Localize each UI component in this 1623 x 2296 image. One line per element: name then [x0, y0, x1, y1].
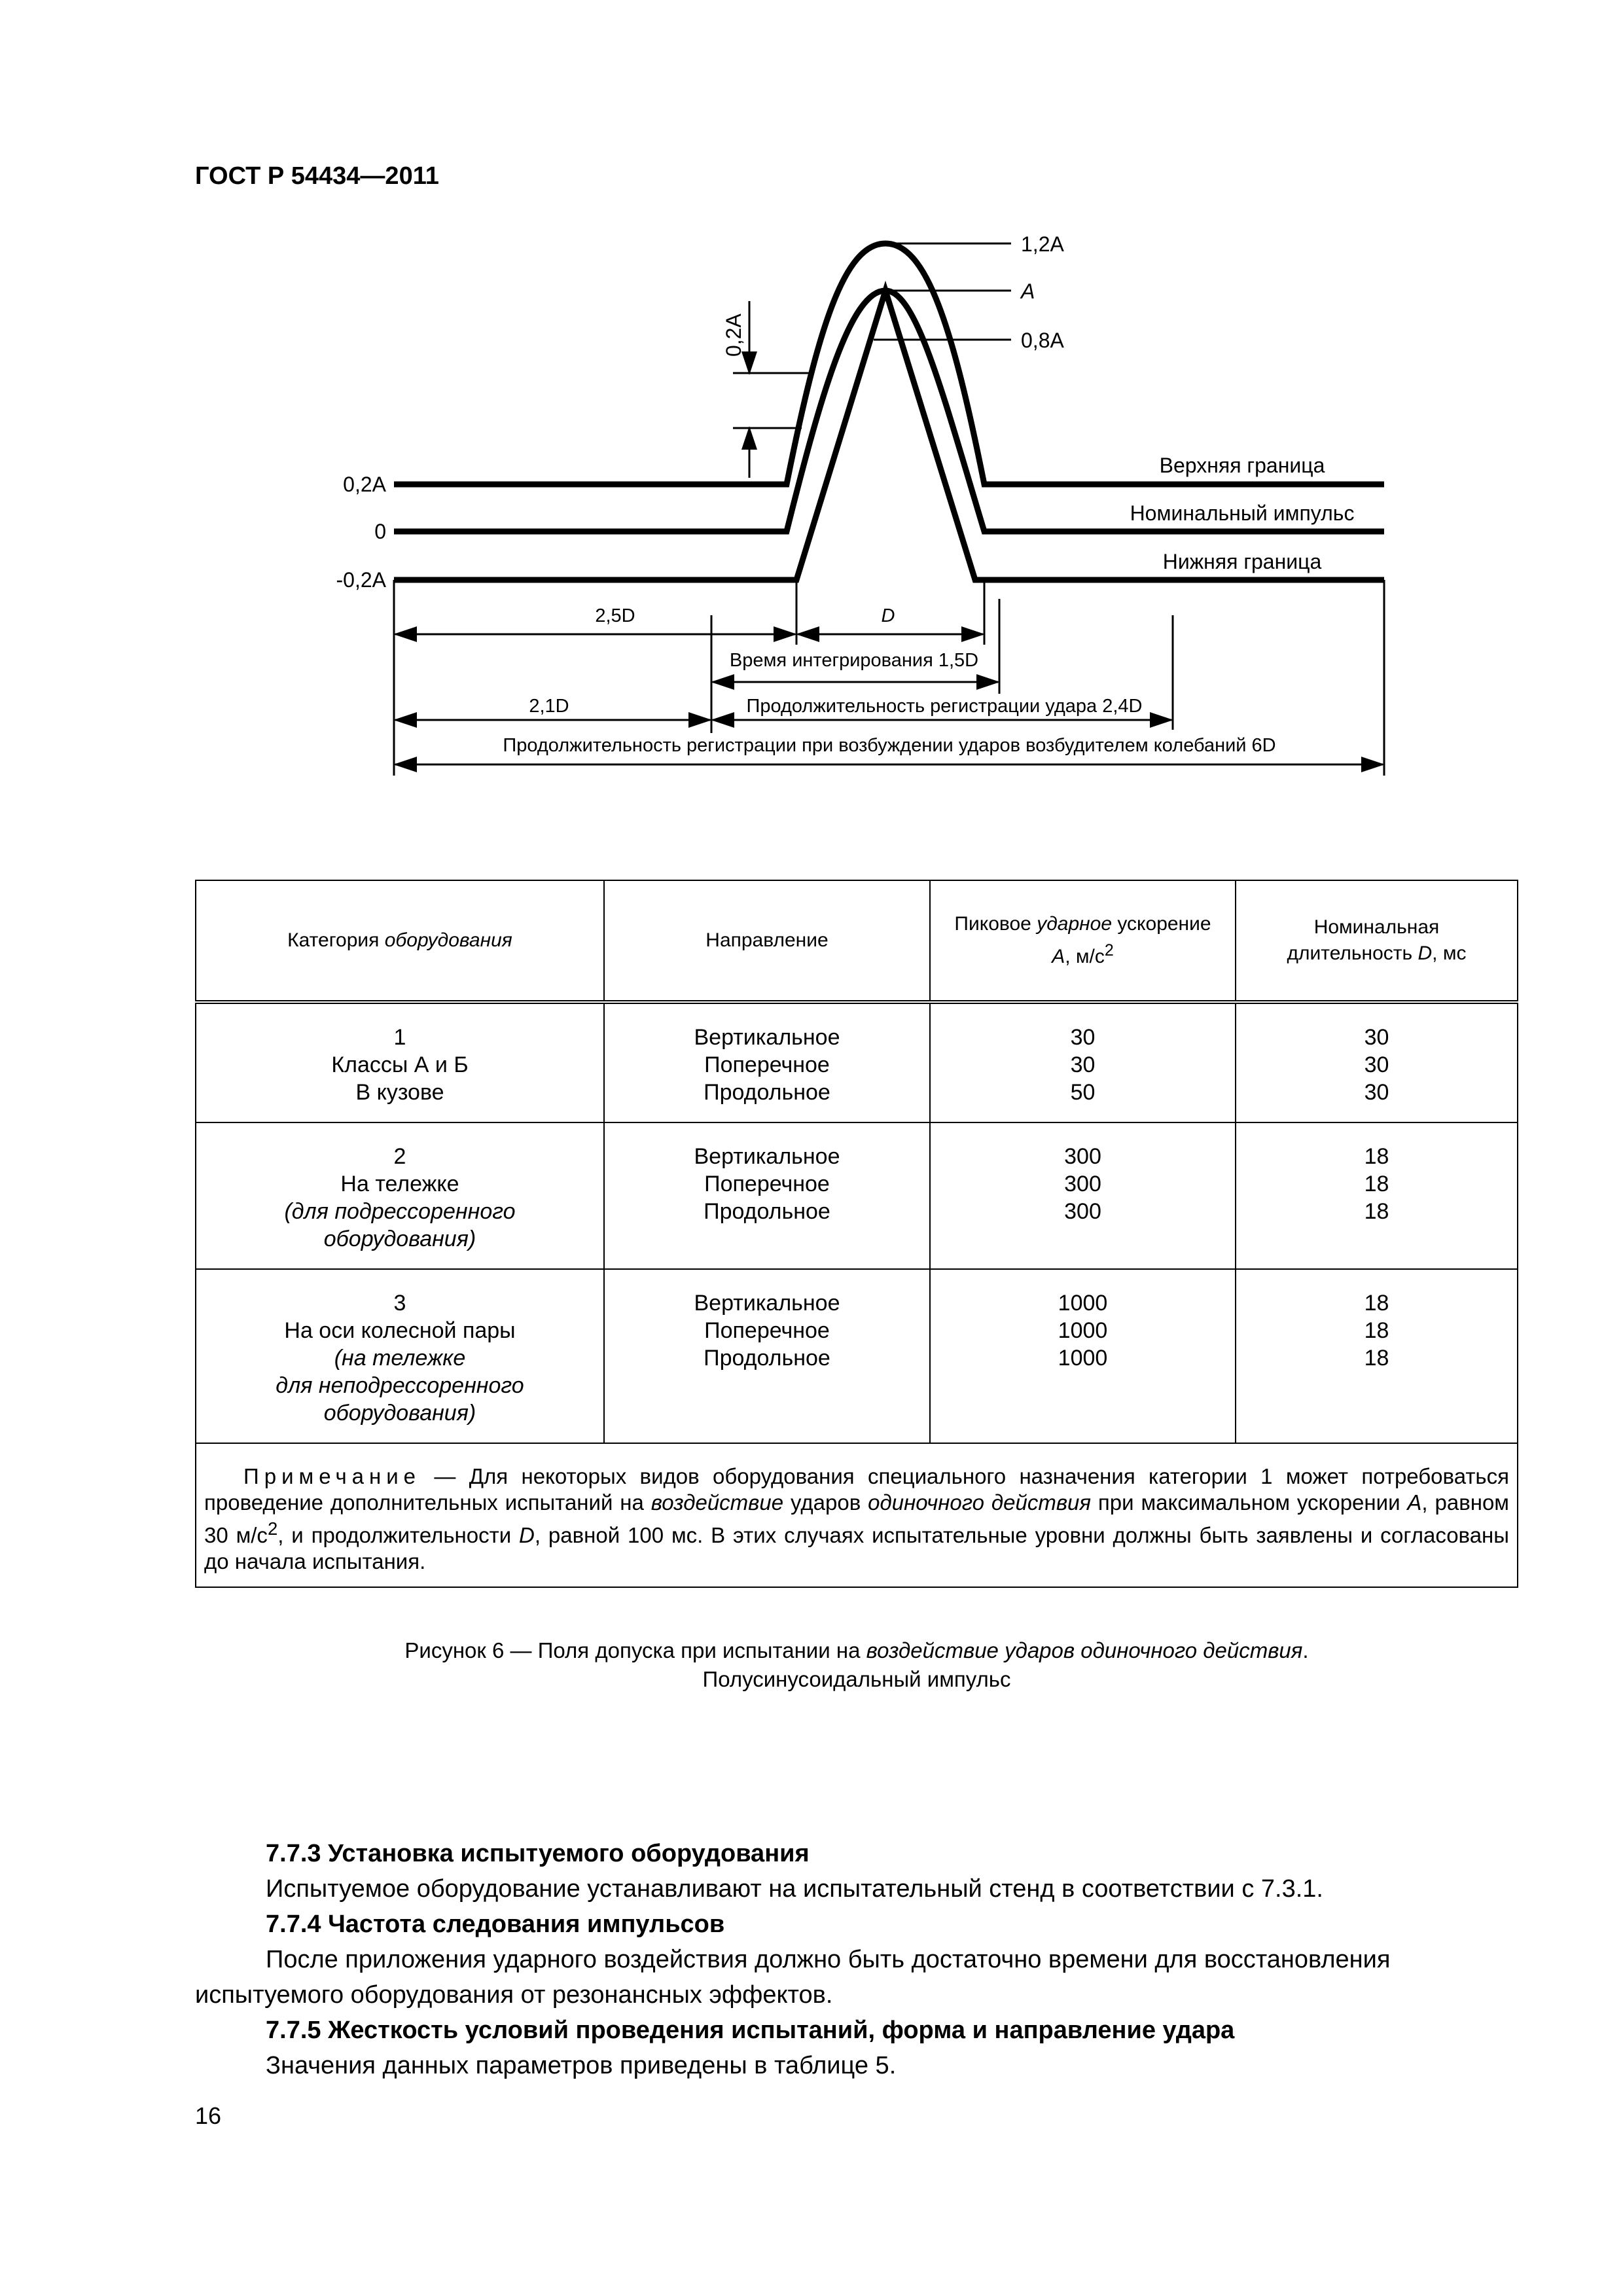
table-cell-cat: [196, 1122, 604, 1269]
dim-d: D: [881, 605, 895, 626]
y-label-lower: -0,2A: [336, 568, 386, 592]
cell-line: 30: [1364, 1080, 1389, 1105]
table-cell-dir: [604, 1269, 930, 1443]
upper-bound-curve: [394, 243, 1384, 484]
peak-label-lower: 0,8A: [1021, 329, 1064, 352]
dim-integration: Время интегрирования 1,5D: [729, 650, 979, 671]
cell-line: Продольное: [704, 1080, 830, 1105]
section-title: 7.7.4 Частота следования импульсов: [266, 1910, 725, 1938]
table-row: [196, 1269, 1518, 1443]
cell-line: 18: [1364, 1346, 1389, 1371]
table-cell-dir: [604, 1002, 930, 1122]
table-note: Примечание — Для некоторых видов оборудования специального назначения категории 1 может потребоваться проведение дополнительных испытаний на воздействие ударов одиночного действия при максимальном ускорении A, равном 30 $м/с^2$, и продолжительности D, равной 100 мс. В этих случаях испытательные уровни должны быть заявлены и согласованы до начала испытания.: [196, 1443, 1518, 1587]
nominal-pulse-label: Номинальный импульс: [1130, 501, 1355, 525]
section-title: 7.7.3 Установка испытуемого оборудования: [266, 1840, 810, 1867]
cell-line: 18: [1364, 1144, 1389, 1169]
cell-line: На оси колесной пары: [284, 1318, 516, 1343]
page-number: 16: [195, 2102, 222, 2129]
section-text: После приложения ударного воздействия должно быть достаточно времени для восстановления испытуемого оборудования от резонансных эффектов.: [195, 1946, 1391, 2009]
cell-line: Продольное: [704, 1199, 830, 1224]
table-cell-dur: [1236, 1122, 1518, 1269]
cell-line: 50: [1070, 1080, 1096, 1105]
section-title: 7.7.5 Жесткость условий проведения испытаний, форма и направление удара: [266, 2017, 1235, 2044]
cell-line: 18: [1364, 1199, 1389, 1224]
cell-line: 1000: [1058, 1291, 1108, 1316]
cell-line: 30: [1070, 1052, 1096, 1077]
cell-line: 1000: [1058, 1346, 1108, 1371]
figure-caption: Рисунок 6 — Поля допуска при испытании на воздействие ударов одиночного действия. Полусинусоидальный импульс: [404, 1638, 1309, 1691]
cell-line: Вертикальное: [694, 1291, 840, 1316]
cell-line: Вертикальное: [694, 1144, 840, 1169]
lower-bound-label: Нижняя граница: [1162, 550, 1322, 573]
cell-line: 300: [1064, 1199, 1101, 1224]
header-category: Категория оборудования: [196, 880, 604, 1002]
cell-line: 18: [1364, 1291, 1389, 1316]
table-cell-accel: [930, 1269, 1236, 1443]
cell-line-italic: оборудования): [323, 1227, 476, 1251]
cell-line-italic: (на тележке: [334, 1346, 466, 1371]
cell-line: Продольное: [704, 1346, 830, 1371]
cell-line-italic: оборудования): [323, 1401, 476, 1426]
nominal-pulse-curve: [394, 291, 1384, 531]
cell-line-italic: (для подрессоренного: [284, 1199, 516, 1224]
cell-line: 3: [393, 1291, 406, 1316]
dim-registration: Продолжительность регистрации удара 2,4D: [746, 696, 1143, 717]
lower-bound-curve: [394, 291, 1384, 580]
header-acceleration: Пиковое ударное ускорение A, $м/с^2$: [930, 880, 1236, 1002]
table-cell-dir: [604, 1122, 930, 1269]
table-row: [196, 1002, 1518, 1122]
shock-pulse-diagram: [0, 0, 1623, 818]
sections: [195, 1836, 1518, 2083]
cell-line: 1: [393, 1025, 406, 1050]
header-direction: Направление: [604, 880, 930, 1002]
cell-line: Поперечное: [704, 1318, 830, 1343]
table-cell-dur: [1236, 1002, 1518, 1122]
table-cell-dur: [1236, 1269, 1518, 1443]
cell-line: Вертикальное: [694, 1025, 840, 1050]
test-parameters-table: [195, 880, 1518, 1588]
table-cell-accel: [930, 1002, 1236, 1122]
table-row: [196, 1122, 1518, 1269]
cell-line: В кузове: [355, 1080, 444, 1105]
cell-line: 18: [1364, 1172, 1389, 1196]
cell-line: 300: [1064, 1144, 1101, 1169]
tolerance-label: 0,2A: [722, 314, 745, 357]
y-label-upper: 0,2A: [343, 473, 386, 496]
cell-line: Поперечное: [704, 1052, 830, 1077]
cell-line: 2: [393, 1144, 406, 1169]
dim-total: Продолжительность регистрации при возбуждении ударов возбудителем колебаний 6D: [503, 735, 1276, 756]
section-text: Значения данных параметров приведены в таблице 5.: [266, 2052, 897, 2079]
cell-line: 30: [1364, 1025, 1389, 1050]
cell-line: 30: [1364, 1052, 1389, 1077]
section-text: Испытуемое оборудование устанавливают на испытательный стенд в соответствии с 7.3.1.: [266, 1875, 1323, 1903]
upper-bound-label: Верхняя граница: [1159, 454, 1325, 477]
dim-pre2: 2,1D: [529, 696, 569, 717]
dim-pre: 2,5D: [595, 605, 635, 626]
table-cell-accel: [930, 1122, 1236, 1269]
cell-line-italic: для неподрессоренного: [276, 1373, 524, 1398]
document-header: ГОСТ Р 54434—2011: [195, 162, 439, 190]
table-cell-cat: [196, 1269, 604, 1443]
cell-line: 1000: [1058, 1318, 1108, 1343]
cell-line: Классы А и Б: [331, 1052, 469, 1077]
peak-label-nominal: A: [1021, 279, 1035, 303]
cell-line: 30: [1070, 1025, 1096, 1050]
table-cell-cat: [196, 1002, 604, 1122]
cell-line: На тележке: [340, 1172, 459, 1196]
header-duration: Номинальная длительность D, мс: [1236, 880, 1518, 1002]
y-label-zero: 0: [374, 520, 386, 543]
cell-line: 300: [1064, 1172, 1101, 1196]
cell-line: Поперечное: [704, 1172, 830, 1196]
cell-line: 18: [1364, 1318, 1389, 1343]
peak-label-upper: 1,2A: [1021, 232, 1064, 256]
